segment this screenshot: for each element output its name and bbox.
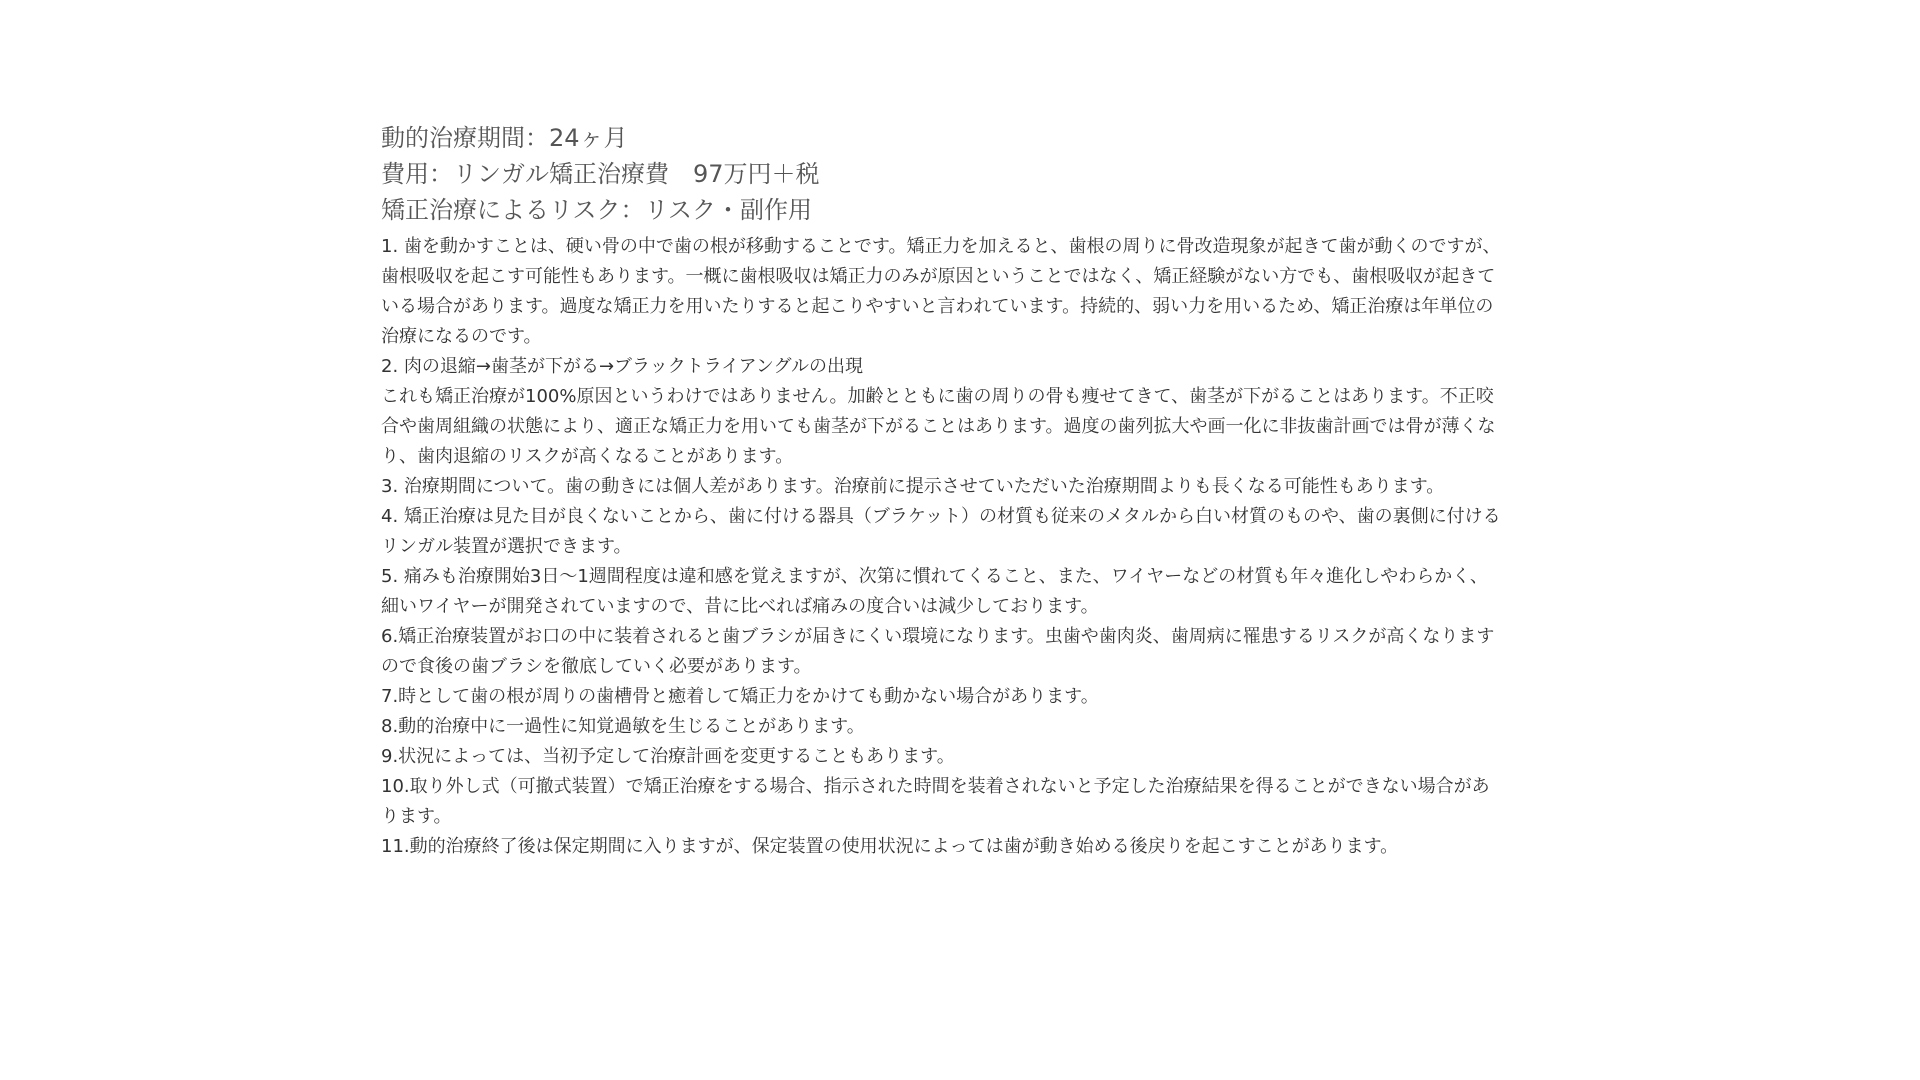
risk-item-5: 5. 痛みも治療開始3日〜1週間程度は違和感を覚えますが、次第に慣れてくること、また、ワイヤーなどの材質も年々進化しやわらかく、細いワイヤーが開発されていますので、昔に比べれば痛みの度合いは減少しております。 — [381, 566, 1488, 617]
risk-title: 矯正治療によるリスク：リスク・副作用 — [381, 196, 813, 224]
risk-item-9: 9.状況によっては、当初予定して治療計画を変更することもあります。 — [381, 746, 955, 767]
risk-item-7: 7.時として歯の根が周りの歯槽骨と癒着して矯正力をかけても動かない場合があります。 — [381, 686, 1099, 707]
risk-item-8: 8.動的治療中に一過性に知覚過敏を生じることがあります。 — [381, 716, 865, 737]
risk-item-10: 10.取り外し式（可撤式装置）で矯正治療をする場合、指示された時間を装着されないと予定した治療結果を得ることができない場合があります。 — [381, 776, 1490, 827]
risk-item-11: 11.動的治療終了後は保定期間に入りますが、保定装置の使用状況によっては歯が動き始める後戻りを起こすことがあります。 — [381, 836, 1399, 857]
risk-item-6: 6.矯正治療装置がお口の中に装着されると歯ブラシが届きにくい環境になります。虫歯や歯肉炎、歯周病に罹患するリスクが高くなりますので食後の歯ブラシを徹底していく必要があります。 — [381, 626, 1495, 677]
risk-list — [381, 232, 1501, 862]
risk-item-3: 3. 治療期間について。歯の動きには個人差があります。治療前に提示させていただいた治療期間よりも長くなる可能性もあります。 — [381, 476, 1445, 497]
risk-item-2-detail: これも矯正治療が100%原因というわけではありません。加齢とともに歯の周りの骨も痩せてきて、歯茎が下がることはあります。不正咬合や歯周組織の状態により、適正な矯正力を用いても歯茎が下がることはあります。過度の歯列拡大や画一化に非抜歯計画では骨が薄くなり、歯肉退縮のリスクが高くなることがあります。 — [381, 386, 1496, 467]
risk-item-1: 1. 歯を動かすことは、硬い骨の中で歯の根が移動することです。矯正力を加えると、歯根の周りに骨改造現象が起きて歯が動くのですが、歯根吸収を起こす可能性もあります。一概に歯根吸収は矯正力のみが原因ということではなく、矯正経験がない方でも、歯根吸収が起きている場合があります。過度な矯正力を用いたりすると起こりやすいと言われています。持続的、弱い力を用いるため、矯正治療は年単位の治療になるのです。 — [381, 236, 1501, 347]
risk-item-2: 2. 肉の退縮→歯茎が下がる→ブラックトライアングルの出現 — [381, 356, 863, 377]
main-content — [381, 120, 1501, 862]
risk-item-4: 4. 矯正治療は見た目が良くないことから、歯に付ける器具（ブラケット）の材質も従来のメタルから白い材質のものや、歯の裏側に付けるリンガル装置が選択できます。 — [381, 506, 1501, 557]
treatment-cost: 費用：リンガル矯正治療費 97万円＋税 — [381, 160, 820, 188]
treatment-period: 動的治療期間：24ヶ月 — [381, 124, 628, 152]
